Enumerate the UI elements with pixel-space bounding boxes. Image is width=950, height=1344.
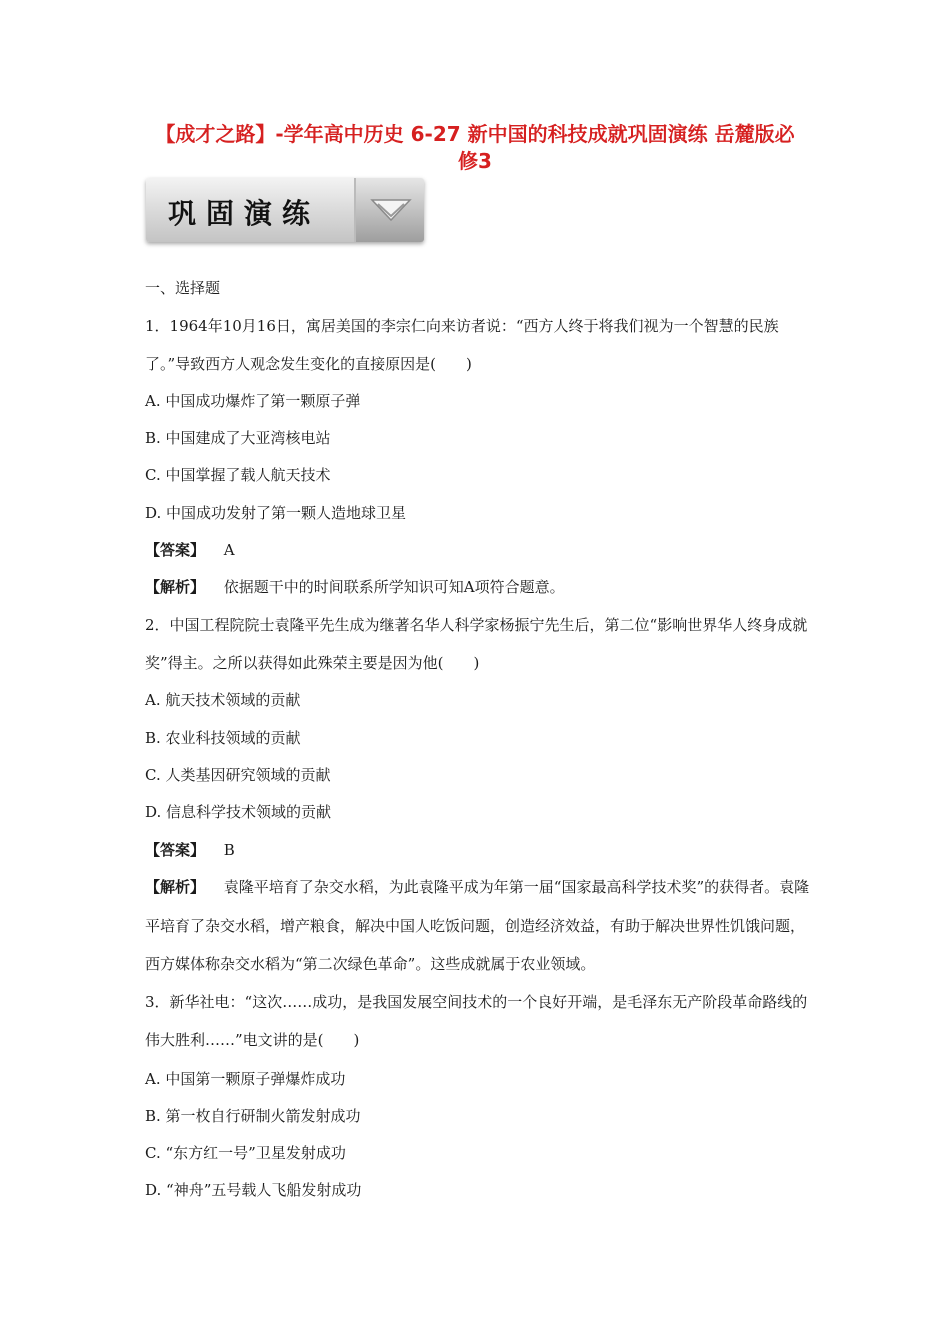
q2-analysis-line-1 xyxy=(145,876,809,897)
q3-stem-line-1: 3．新华社电：“这次……成功，是我国发展空间技术的一个良好开端，是毛泽东无产阶段革命路线的 xyxy=(145,993,808,1011)
q3-stem-line-2: 伟大胜利……”电文讲的是( ) xyxy=(145,1031,360,1049)
answer-value: A xyxy=(223,541,235,559)
q2-stem-line-2: 奖”得主。之所以获得如此殊荣主要是因为他( ) xyxy=(145,654,480,672)
q1-stem-line-2: 了。”导致西方人观念发生变化的直接原因是( ) xyxy=(145,355,472,373)
q1-analysis xyxy=(145,576,565,597)
title-line-2: 修3 xyxy=(458,149,492,173)
answer-label: 【答案】 xyxy=(145,541,206,559)
analysis-label: 【解析】 xyxy=(145,878,206,896)
q2-option-a: A. 航天技术领域的贡献 xyxy=(145,691,301,709)
q1-stem-line-1: 1．1964年10月16日，寓居美国的李宗仁向来访者说：“西方人终于将我们视为一个智慧的民族 xyxy=(145,317,779,335)
q1-option-b: B. 中国建成了大亚湾核电站 xyxy=(145,429,331,447)
q2-answer xyxy=(145,839,235,860)
q3-option-b: B. 第一枚自行研制火箭发射成功 xyxy=(145,1107,361,1125)
q3-option-c: C. “东方红一号”卫星发射成功 xyxy=(145,1144,346,1162)
q2-option-c: C. 人类基因研究领域的贡献 xyxy=(145,766,331,784)
section-banner xyxy=(146,178,424,242)
chevron-down-icon xyxy=(370,198,412,224)
answer-value: B xyxy=(223,841,235,859)
q2-option-d: D. 信息科学技术领域的贡献 xyxy=(145,803,332,821)
analysis-text: 依据题干中的时间联系所学知识可知A项符合题意。 xyxy=(223,578,565,596)
q1-option-c: C. 中国掌握了载人航天技术 xyxy=(145,466,331,484)
section-heading: 一、选择题 xyxy=(145,279,221,297)
q1-option-a: A. 中国成功爆炸了第一颗原子弹 xyxy=(145,392,361,410)
q2-analysis-line-2: 平培育了杂交水稻，增产粮食，解决中国人吃饭问题，创造经济效益，有助于解决世界性饥饿问题， xyxy=(145,917,806,935)
banner-arrow-block xyxy=(354,178,424,242)
q3-option-a: A. 中国第一颗原子弹爆炸成功 xyxy=(145,1070,346,1088)
analysis-label: 【解析】 xyxy=(145,578,206,596)
q1-option-d: D. 中国成功发射了第一颗人造地球卫星 xyxy=(145,504,407,522)
banner-text: 巩固演练 xyxy=(168,197,321,230)
answer-label: 【答案】 xyxy=(145,841,206,859)
q1-answer xyxy=(145,539,235,560)
analysis-text: 袁隆平培育了杂交水稻，为此袁隆平成为年第一届“国家最高科学技术奖”的获得者。袁隆 xyxy=(223,878,810,896)
q2-stem-line-1: 2．中国工程院院士袁隆平先生成为继著名华人科学家杨振宁先生后，第二位“影响世界华人终身成就 xyxy=(145,616,808,634)
title-line-1: 【成才之路】-学年高中历史 6-27 新中国的科技成就巩固演练 岳麓版必 xyxy=(155,122,795,146)
q2-option-b: B. 农业科技领域的贡献 xyxy=(145,729,301,747)
q3-option-d: D. “神舟”五号载人飞船发射成功 xyxy=(145,1181,362,1199)
document-title xyxy=(130,121,820,175)
q2-analysis-line-3: 西方媒体称杂交水稻为“第二次绿色革命”。这些成就属于农业领域。 xyxy=(145,955,596,973)
